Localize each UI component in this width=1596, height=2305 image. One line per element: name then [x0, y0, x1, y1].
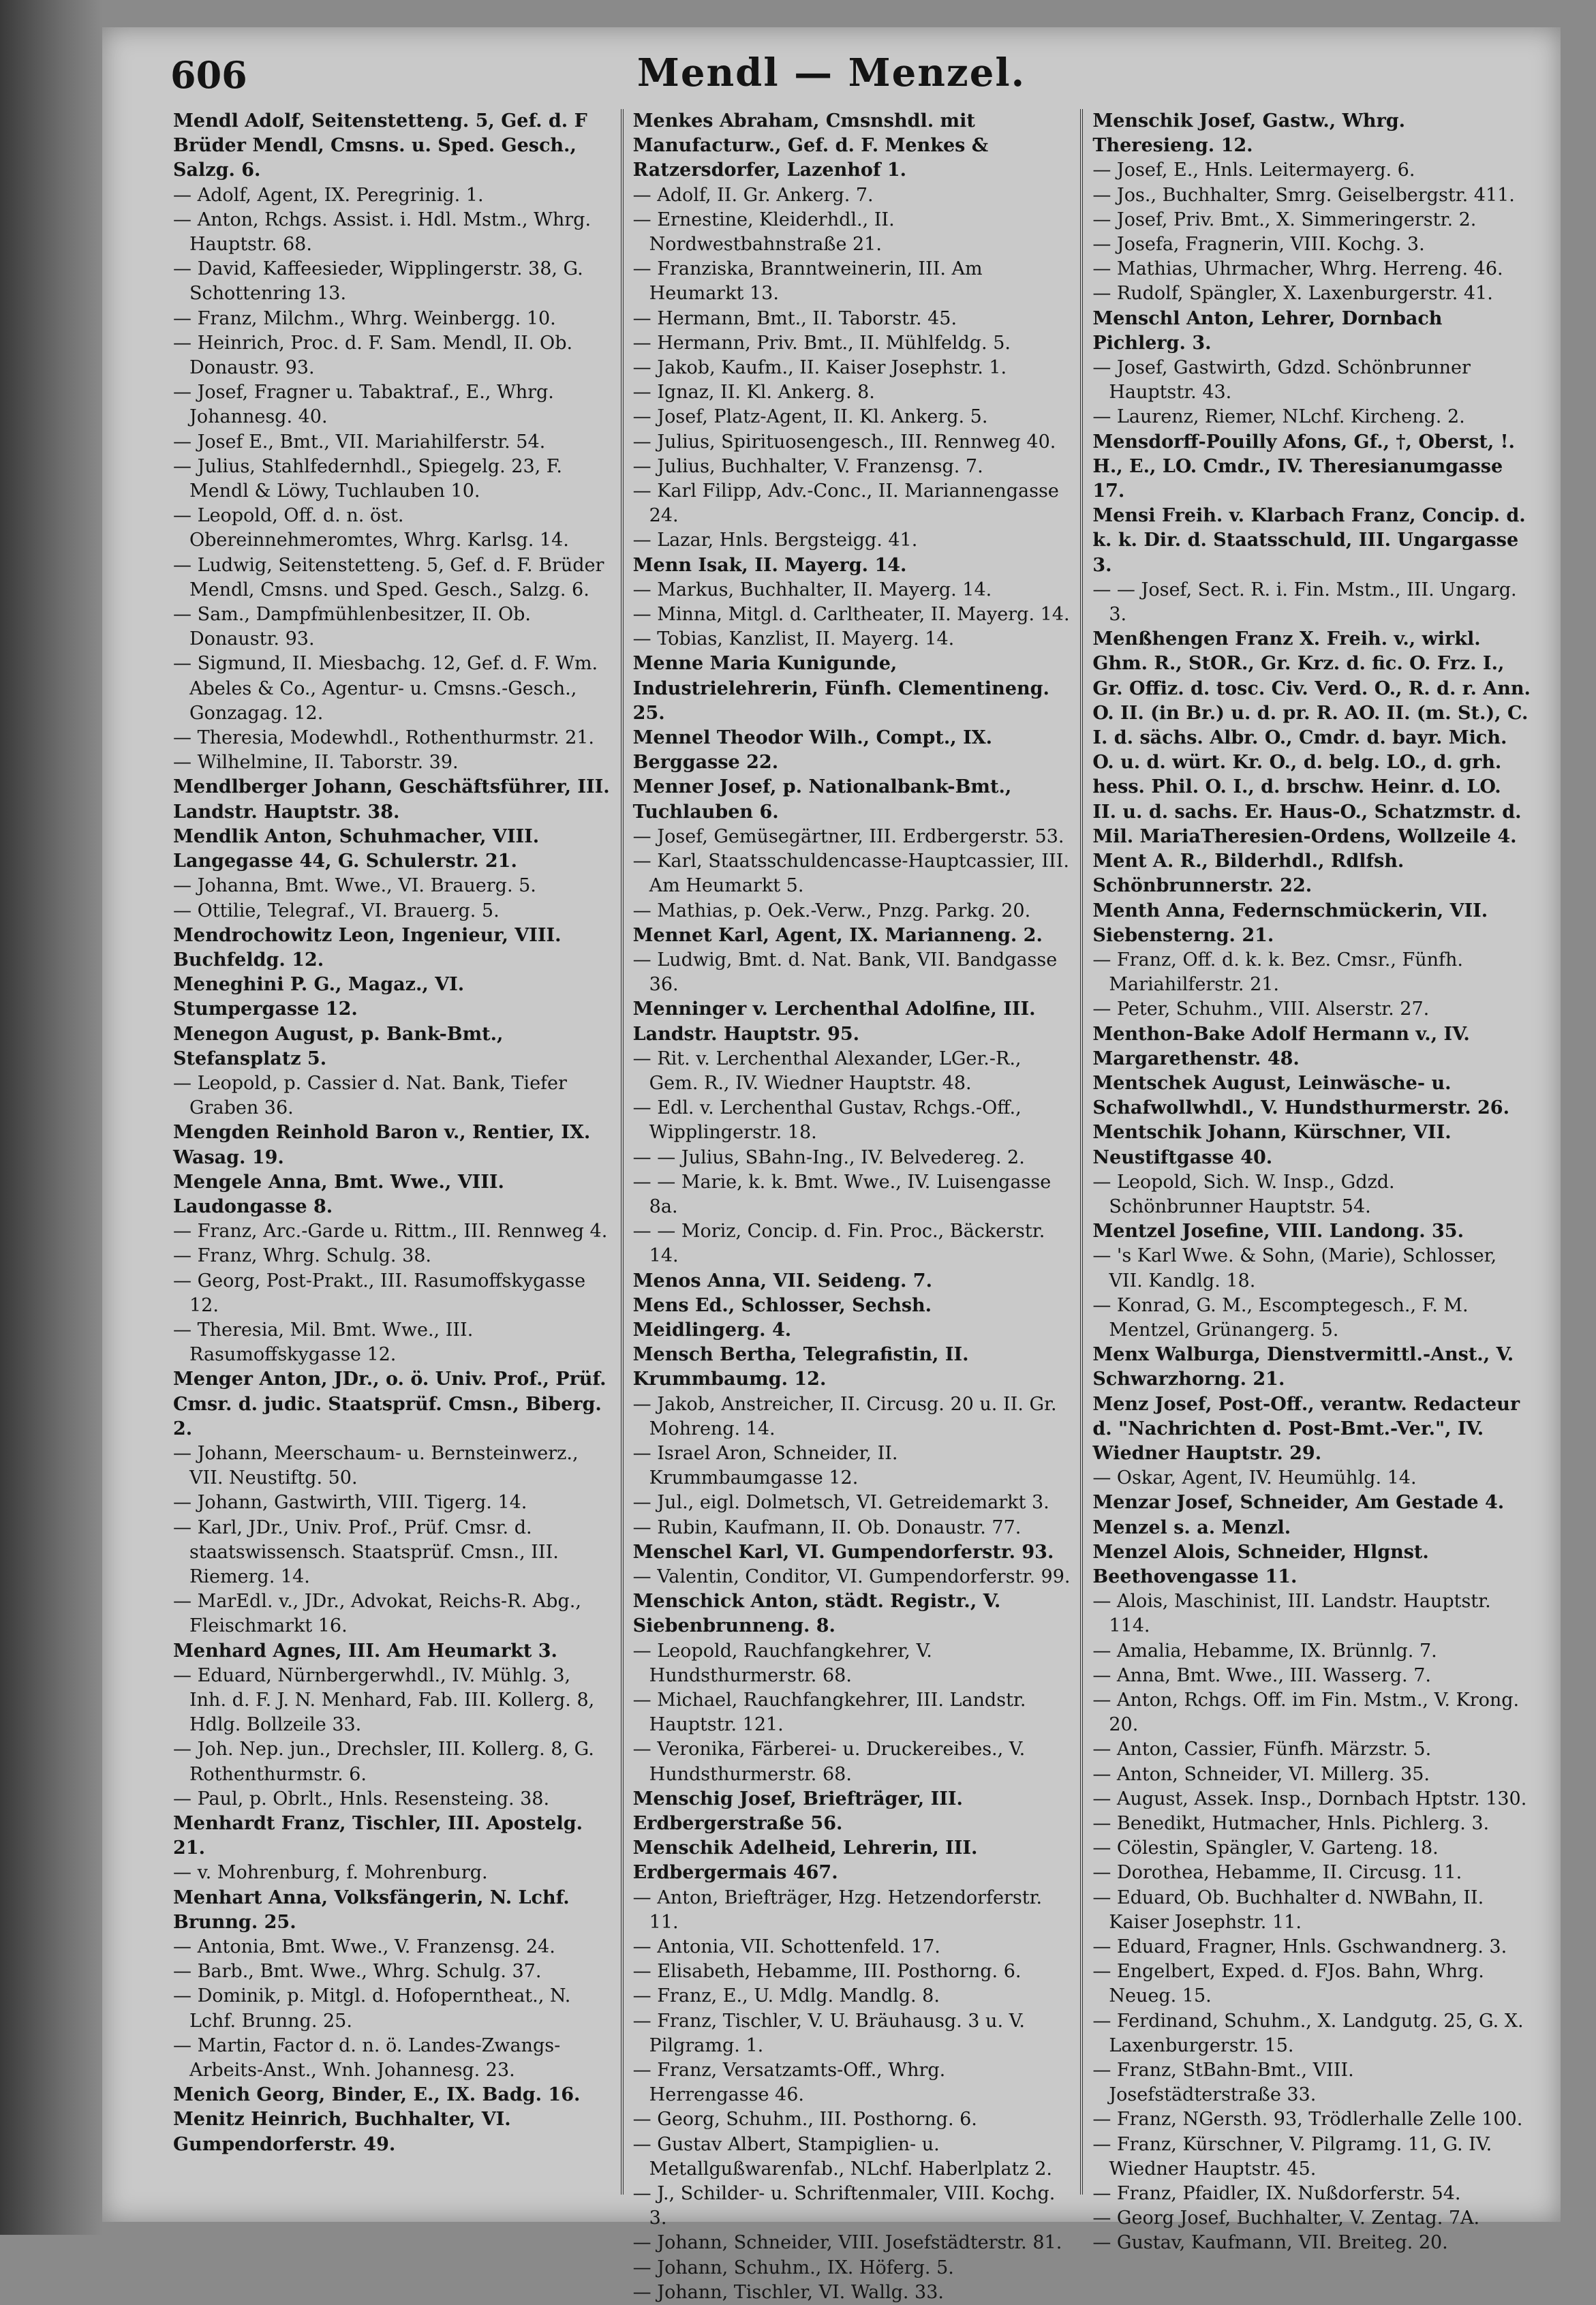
directory-entry: Menne Maria Kunigunde, Industrielehrerin, Fünfh. Clementineng. 25. — [632, 653, 1049, 724]
directory-entry: — Franz, Milchm., Whrg. Weinbergg. 10. — [173, 307, 556, 329]
directory-entry: Mentzel Josefine, VIII. Landong. 35. — [1092, 1221, 1464, 1242]
directory-entry: Menger Anton, JDr., o. ö. Univ. Prof., Prüf. Cmsr. d. judic. Staatsprüf. Cmsn., Biberg. 2. — [173, 1369, 607, 1439]
directory-entry: Menos Anna, VII. Seideng. 7. — [632, 1270, 932, 1292]
directory-entry: — Johann, Gastwirth, VIII. Tigerg. 14. — [173, 1492, 527, 1514]
directory-entry: Menitz Heinrich, Buchhalter, VI. Gumpendorferstr. 49. — [173, 2109, 511, 2155]
directory-entry: — J., Schilder- u. Schriftenmaler, VIII. Kochg. 3. — [632, 2183, 1056, 2229]
directory-entry: — Anton, Rchgs. Off. im Fin. Mstm., V. Krong. 20. — [1092, 1690, 1520, 1736]
directory-entry: — Franziska, Branntweinerin, III. Am Heumarkt 13. — [632, 258, 983, 305]
directory-entry: Menn Isak, II. Mayerg. 14. — [632, 554, 907, 576]
directory-entry: — Israel Aron, Schneider, II. Krummbaumgasse 12. — [632, 1442, 898, 1489]
directory-entry: Mentschik Johann, Kürschner, VII. Neustiftgasse 40. — [1092, 1122, 1452, 1168]
directory-entry: Mensdorff-Pouilly Afons, Gf., †, Oberst, !. H., E., LO. Cmdr., IV. Theresianumgasse 17. — [1092, 431, 1515, 502]
directory-entry: Menzar Josef, Schneider, Am Gestade 4. — [1092, 1492, 1505, 1514]
page-header — [102, 41, 1561, 116]
directory-entry: Menthon-Bake Adolf Hermann v., IV. Margarethenstr. 48. — [1092, 1023, 1470, 1069]
directory-entry: — Peter, Schuhm., VIII. Alserstr. 27. — [1092, 998, 1430, 1020]
directory-entry: Mensi Freih. v. Klarbach Franz, Concip. d. k. k. Dir. d. Staatsschuld, III. Ungargasse 3. — [1092, 505, 1526, 576]
directory-entry: Mengden Reinhold Baron v., Rentier, IX. Wasag. 19. — [173, 1122, 591, 1168]
directory-entry: — Josef E., Bmt., VII. Mariahilferstr. 54. — [173, 431, 546, 453]
directory-entry: — MarEdl. v., JDr., Advokat, Reichs-R. Abg., Fleischmarkt 16. — [173, 1591, 581, 1637]
directory-entry: — Joh. Nep. jun., Drechsler, III. Kollerg. 8, G. Rothenthurmstr. 6. — [173, 1739, 594, 1785]
directory-entry: — Wilhelmine, II. Taborstr. 39. — [173, 752, 459, 774]
directory-entry: — Julius, Stahlfedernhdl., Spiegelg. 23, F. Mendl & Löwy, Tuchlauben 10. — [173, 455, 562, 502]
directory-entry: — David, Kaffeesieder, Wipplingerstr. 38, G. Schottenring 13. — [173, 258, 583, 305]
directory-entry: — Franz, Versatzamts-Off., Whrg. Herrengasse 46. — [632, 2060, 946, 2106]
directory-entry: — — Moriz, Concip. d. Fin. Proc., Bäckerstr. 14. — [632, 1221, 1045, 1267]
directory-entry: — Mathias, p. Oek.-Verw., Pnzg. Parkg. 20. — [632, 900, 1031, 921]
directory-entry: — Dominik, p. Mitgl. d. Hofoperntheat., N. Lchf. Brunng. 25. — [173, 1985, 571, 2032]
directory-entry: — Josef, Fragner u. Tabaktraf., E., Whrg. Johannesg. 40. — [173, 382, 554, 428]
directory-entry: Mendlberger Johann, Geschäftsführer, III. Landstr. Hauptstr. 38. — [173, 776, 610, 823]
directory-entry: — Franz, E., U. Mdlg. Mandlg. 8. — [632, 1985, 940, 2007]
directory-entry: — Ignaz, II. Kl. Ankerg. 8. — [632, 382, 875, 403]
directory-entry: — Josef, Platz-Agent, II. Kl. Ankerg. 5. — [632, 406, 988, 428]
directory-entry: Menich Georg, Binder, E., IX. Badg. 16. — [173, 2084, 581, 2106]
directory-entry: — Ernestine, Kleiderhdl., II. Nordwestbahnstraße 21. — [632, 209, 895, 256]
directory-entry: — Ludwig, Seitenstetteng. 5, Gef. d. F. Brüder Mendl, Cmsns. und Sped. Gesch., Salzg. 6. — [173, 554, 604, 600]
column-right — [1083, 109, 1540, 2254]
column-left — [164, 109, 624, 2195]
directory-columns — [164, 109, 1540, 2303]
directory-entry: — Eduard, Ob. Buchhalter d. NWBahn, II. Kaiser Josephstr. 11. — [1092, 1887, 1484, 1933]
directory-entry: — Engelbert, Exped. d. FJos. Bahn, Whrg. Neueg. 15. — [1092, 1961, 1484, 2007]
directory-entry: — Edl. v. Lerchenthal Gustav, Rchgs.-Off., Wipplingerstr. 18. — [632, 1097, 1022, 1144]
directory-entry: Menschl Anton, Lehrer, Dornbach Pichlerg. 3. — [1092, 307, 1443, 354]
directory-entry: — Markus, Buchhalter, II. Mayerg. 14. — [632, 579, 992, 600]
directory-entry: — Anton, Cassier, Fünfh. Märzstr. 5. — [1092, 1739, 1432, 1760]
directory-entry: — Georg Josef, Buchhalter, V. Zentag. 7A. — [1092, 2208, 1480, 2229]
directory-entry: Mengele Anna, Bmt. Wwe., VIII. Laudongasse 8. — [173, 1171, 504, 1217]
directory-entry: — — Marie, k. k. Bmt. Wwe., IV. Luisengasse 8a. — [632, 1171, 1052, 1217]
directory-entry: Mens Ed., Schlosser, Sechsh. Meidlingerg. 4. — [632, 1294, 932, 1341]
directory-entry: — Elisabeth, Hebamme, III. Posthorng. 6. — [632, 1961, 1022, 1983]
directory-entry: — Josef, Gastwirth, Gdzd. Schönbrunner Hauptstr. 43. — [1092, 357, 1471, 403]
directory-entry: — Alois, Maschinist, III. Landstr. Hauptstr. 114. — [1092, 1591, 1491, 1637]
book-spine-shadow — [0, 0, 102, 2235]
directory-entry: Menx Walburga, Dienstvermittl.-Anst., V. Schwarzhorng. 21. — [1092, 1344, 1514, 1390]
directory-entry: Menner Josef, p. Nationalbank-Bmt., Tuchlauben 6. — [632, 776, 1012, 823]
directory-entry: — Leopold, Off. d. n. öst. Obereinnehmeromtes, Whrg. Karlsg. 14. — [173, 505, 569, 551]
directory-entry: — Franz, Whrg. Schulg. 38. — [173, 1245, 432, 1267]
directory-entry: — Antonia, VII. Schottenfeld. 17. — [632, 1936, 940, 1958]
directory-entry: Mennel Theodor Wilh., Compt., IX. Berggasse 22. — [632, 727, 993, 774]
directory-entry: — Antonia, Bmt. Wwe., V. Franzensg. 24. — [173, 1936, 555, 1958]
directory-entry: — Johann, Schneider, VIII. Josefstädterstr. 81. — [632, 2232, 1062, 2254]
directory-entry: — Heinrich, Proc. d. F. Sam. Mendl, II. Ob. Donaustr. 93. — [173, 332, 573, 379]
directory-entry: Menschik Adelheid, Lehrerin, III. Erdbergermais 467. — [632, 1837, 978, 1884]
directory-entry: — Josef, Priv. Bmt., X. Simmeringerstr. 2. — [1092, 209, 1477, 230]
directory-entry: — Anton, Schneider, VI. Millerg. 35. — [1092, 1763, 1430, 1785]
directory-entry: — Oskar, Agent, IV. Heumühlg. 14. — [1092, 1467, 1417, 1489]
directory-entry: Mentschek August, Leinwäsche- u. Schafwollwhdl., V. Hundsthurmerstr. 26. — [1092, 1072, 1509, 1119]
directory-entry: — Leopold, p. Cassier d. Nat. Bank, Tiefer Graben 36. — [173, 1072, 567, 1119]
directory-entry: — Hermann, Priv. Bmt., II. Mühlfeldg. 5. — [632, 332, 1011, 354]
directory-entry: — Jakob, Anstreicher, II. Circusg. 20 u. II. Gr. Mohreng. 14. — [632, 1393, 1057, 1439]
directory-entry: — Eduard, Fragner, Hnls. Gschwandnerg. 3. — [1092, 1936, 1507, 1958]
directory-entry: Menkes Abraham, Cmsnshdl. mit Manufacturw., Gef. d. F. Menkes & Ratzersdorfer, Lazenhof 1. — [632, 110, 989, 181]
directory-entry: — Gustav Albert, Stampiglien- u. Metallgußwarenfab., NLchf. Haberlplatz 2. — [632, 2133, 1052, 2180]
directory-entry: Menhardt Franz, Tischler, III. Apostelg. 21. — [173, 1813, 583, 1859]
page-number: 606 — [170, 53, 247, 97]
directory-entry: Mennet Karl, Agent, IX. Marianneng. 2. — [632, 924, 1043, 946]
directory-entry: — Franz, Kürschner, V. Pilgramg. 11, G. IV. Wiedner Hauptstr. 45. — [1092, 2133, 1492, 2180]
directory-entry: — August, Assek. Insp., Dornbach Hptstr. 130. — [1092, 1788, 1527, 1810]
directory-entry: Menz Josef, Post-Off., verantw. Redacteur d. "Nachrichten d. Post-Bmt.-Ver.", IV. Wiedner Hauptstr. 29. — [1092, 1393, 1520, 1464]
directory-entry: — Theresia, Mil. Bmt. Wwe., III. Rasumoffskygasse 12. — [173, 1319, 474, 1366]
directory-entry: — Franz, Off. d. k. k. Bez. Cmsr., Fünfh. Mariahilferstr. 21. — [1092, 949, 1463, 996]
directory-entry: — — Julius, SBahn-Ing., IV. Belvedereg. 2. — [632, 1146, 1025, 1168]
directory-entry: — Franz, NGersth. 93, Trödlerhalle Zelle 100. — [1092, 2109, 1523, 2131]
directory-entry: Mendlik Anton, Schuhmacher, VIII. Langegasse 44, G. Schulerstr. 21. — [173, 825, 540, 872]
directory-entry: — Johann, Schuhm., IX. Höferg. 5. — [632, 2257, 954, 2278]
directory-entry: — Lazar, Hnls. Bergsteigg. 41. — [632, 530, 918, 551]
directory-entry: Menschik Josef, Gastw., Whrg. Theresieng. 12. — [1092, 110, 1406, 157]
directory-entry: — Hermann, Bmt., II. Taborstr. 45. — [632, 307, 957, 329]
directory-entry: — Theresia, Modewhdl., Rothenthurmstr. 21. — [173, 727, 595, 749]
directory-entry: — Georg, Schuhm., III. Posthorng. 6. — [632, 2109, 977, 2131]
directory-entry: — Jos., Buchhalter, Smrg. Geiselbergstr. 411. — [1092, 184, 1515, 206]
directory-entry: — Josef, Gemüsegärtner, III. Erdbergerstr. 53. — [632, 825, 1064, 847]
running-head: Mendl — Menzel. — [636, 50, 1026, 95]
directory-entry: — Veronika, Färberei- u. Druckereibes., V. Hundsthurmerstr. 68. — [632, 1739, 1026, 1785]
directory-entry: Menßhengen Franz X. Freih. v., wirkl. Ghm. R., StOR., Gr. Krz. d. fic. O. Frz. I., Gr. Offiz. d. tosc. Civ. Verd. O., R. d. r. Ann. O. II. (in Br.) u. d. pr. R. AO. II. (m. St.), C. I. d. sächs. Albr. O., Cmdr. d. bayr. Mich. O. u. d. würt. Kr. O., d. belg. LO., d. grh. hess. Phil. O. I., d. brschw. Heinr. d. LO. II. u. d. sachs. Er. Haus-O., Schatzmstr. d. Mil. MariaTheresien-Ordens, Wollzeile 4. — [1092, 628, 1531, 847]
directory-entry: Menschick Anton, städt. Registr., V. Siebenbrunneng. 8. — [632, 1591, 1001, 1637]
directory-entry: Mensch Bertha, Telegrafistin, II. Krummbaumg. 12. — [632, 1344, 969, 1390]
directory-entry: — Franz, StBahn-Bmt., VIII. Josefstädterstraße 33. — [1092, 2060, 1354, 2106]
directory-entry: Menschel Karl, VI. Gumpendorferstr. 93. — [632, 1541, 1054, 1563]
directory-entry: — Sigmund, II. Miesbachg. 12, Gef. d. F. Wm. Abeles & Co., Agentur- u. Cmsns.-Gesch., Gonzagag. 12. — [173, 653, 598, 724]
directory-entry: — Valentin, Conditor, VI. Gumpendorferstr. 99. — [632, 1566, 1071, 1587]
directory-entry: — Josefa, Fragnerin, VIII. Kochg. 3. — [1092, 234, 1425, 256]
directory-entry: — Julius, Spirituosengesch., III. Rennweg 40. — [632, 431, 1056, 453]
directory-entry: Menhart Anna, Volksfängerin, N. Lchf. Brunng. 25. — [173, 1887, 570, 1933]
directory-entry: — Rubin, Kaufmann, II. Ob. Donaustr. 77. — [632, 1516, 1022, 1538]
directory-entry: — Sam., Dampfmühlenbesitzer, II. Ob. Donaustr. 93. — [173, 604, 531, 650]
directory-entry: — Cölestin, Spängler, V. Garteng. 18. — [1092, 1837, 1439, 1859]
directory-entry: — Josef, E., Hnls. Leitermayerg. 6. — [1092, 159, 1415, 181]
directory-entry: — Eduard, Nürnbergerwhdl., IV. Mühlg. 3, Inh. d. F. J. N. Menhard, Fab. III. Kollerg. 8, Hdlg. Bollzeile 33. — [173, 1664, 595, 1736]
directory-entry: — Minna, Mitgl. d. Carltheater, II. Mayerg. 14. — [632, 604, 1070, 626]
directory-entry: — Benedikt, Hutmacher, Hnls. Pichlerg. 3. — [1092, 1813, 1490, 1835]
directory-entry: Menschig Josef, Briefträger, III. Erdbergerstraße 56. — [632, 1788, 963, 1835]
directory-entry: Meneghini P. G., Magaz., VI. Stumpergasse 12. — [173, 974, 465, 1020]
directory-entry: — — Josef, Sect. R. i. Fin. Mstm., III. Ungarg. 3. — [1092, 579, 1517, 626]
directory-entry: — Johanna, Bmt. Wwe., VI. Brauerg. 5. — [173, 875, 536, 897]
directory-entry: Menhard Agnes, III. Am Heumarkt 3. — [173, 1640, 557, 1662]
directory-entry: — Anton, Briefträger, Hzg. Hetzendorferstr. 11. — [632, 1887, 1043, 1933]
directory-entry: — Karl, JDr., Univ. Prof., Prüf. Cmsr. d. staatswissensch. Staatsprüf. Cmsn., III. Riemerg. 14. — [173, 1516, 559, 1587]
directory-entry: — Amalia, Hebamme, IX. Brünnlg. 7. — [1092, 1640, 1437, 1662]
directory-entry: — Rudolf, Spängler, X. Laxenburgerstr. 41. — [1092, 283, 1493, 305]
directory-entry: — v. Mohrenburg, f. Mohrenburg. — [173, 1862, 488, 1884]
directory-entry: Mendl Adolf, Seitenstetteng. 5, Gef. d. F Brüder Mendl, Cmsns. u. Sped. Gesch., Salzg. 6. — [173, 110, 587, 181]
directory-entry: — Johann, Tischler, VI. Wallg. 33. — [632, 2281, 944, 2303]
column-middle — [624, 109, 1084, 2303]
directory-entry: — Georg, Post-Prakt., III. Rasumoffskygasse 12. — [173, 1270, 586, 1316]
directory-entry: — Ferdinand, Schuhm., X. Landgutg. 25, G. X. Laxenburgerstr. 15. — [1092, 2010, 1524, 2056]
directory-entry: — Jul., eigl. Dolmetsch, VI. Getreidemarkt 3. — [632, 1492, 1049, 1514]
directory-entry: Menth Anna, Federnschmückerin, VII. Siebensterng. 21. — [1092, 900, 1488, 946]
directory-entry: — 's Karl Wwe. & Sohn, (Marie), Schlosser, VII. Kandlg. 18. — [1092, 1245, 1497, 1292]
directory-entry: — Jakob, Kaufm., II. Kaiser Josephstr. 1. — [632, 357, 1007, 379]
directory-entry: — Johann, Meerschaum- u. Bernsteinwerz., VII. Neustiftg. 50. — [173, 1442, 579, 1489]
directory-entry: — Leopold, Rauchfangkehrer, V. Hundsthurmerstr. 68. — [632, 1640, 932, 1686]
directory-entry: — Konrad, G. M., Escomptegesch., F. M. Mentzel, Grünangerg. 5. — [1092, 1294, 1469, 1341]
directory-entry: — Anna, Bmt. Wwe., III. Wasserg. 7. — [1092, 1664, 1431, 1686]
directory-entry: — Anton, Rchgs. Assist. i. Hdl. Mstm., Whrg. Hauptstr. 68. — [173, 209, 592, 256]
directory-entry: — Rit. v. Lerchenthal Alexander, LGer.-R., Gem. R., IV. Wiedner Hauptstr. 48. — [632, 1048, 1022, 1094]
directory-entry: — Julius, Buchhalter, V. Franzensg. 7. — [632, 455, 983, 477]
directory-entry: — Karl, Staatsschuldencasse-Hauptcassier, III. Am Heumarkt 5. — [632, 851, 1069, 897]
directory-entry: — Martin, Factor d. n. ö. Landes-Zwangs-Arbeits-Anst., Wnh. Johannesg. 23. — [173, 2034, 561, 2081]
directory-entry: Menzel Alois, Schneider, Hlgnst. Beethovengasse 11. — [1092, 1541, 1429, 1587]
directory-entry: — Paul, p. Obrlt., Hnls. Resensteing. 38. — [173, 1788, 550, 1810]
directory-entry: — Ottilie, Telegraf., VI. Brauerg. 5. — [173, 900, 500, 921]
directory-entry: — Mathias, Uhrmacher, Whrg. Herreng. 46. — [1092, 258, 1503, 280]
directory-entry: Mendrochowitz Leon, Ingenieur, VIII. Buchfeldg. 12. — [173, 924, 562, 971]
directory-entry: — Tobias, Kanzlist, II. Mayerg. 14. — [632, 628, 955, 650]
directory-entry: Ment A. R., Bilderhdl., Rdlfsh. Schönbrunnerstr. 22. — [1092, 851, 1405, 897]
directory-entry: — Gustav, Kaufmann, VII. Breiteg. 20. — [1092, 2232, 1448, 2254]
directory-entry: — Ludwig, Bmt. d. Nat. Bank, VII. Bandgasse 36. — [632, 949, 1058, 996]
directory-entry: — Franz, Pfaidler, IX. Nußdorferstr. 54. — [1092, 2183, 1461, 2205]
directory-entry: — Michael, Rauchfangkehrer, III. Landstr. Hauptstr. 121. — [632, 1690, 1026, 1736]
directory-entry: Menegon August, p. Bank-Bmt., Stefansplatz 5. — [173, 1023, 504, 1069]
directory-entry: — Adolf, II. Gr. Ankerg. 7. — [632, 184, 874, 206]
directory-entry: — Franz, Tischler, V. U. Bräuhausg. 3 u. V. Pilgramg. 1. — [632, 2010, 1025, 2056]
directory-entry: Menninger v. Lerchenthal Adolfine, III. Landstr. Hauptstr. 95. — [632, 998, 1036, 1045]
directory-page — [102, 27, 1561, 2303]
directory-entry: — Leopold, Sich. W. Insp., Gdzd. Schönbrunner Hauptstr. 54. — [1092, 1171, 1395, 1217]
directory-entry: Menzel s. a. Menzl. — [1092, 1516, 1291, 1538]
directory-entry: — Barb., Bmt. Wwe., Whrg. Schulg. 37. — [173, 1961, 542, 1983]
directory-entry: — Adolf, Agent, IX. Peregrinig. 1. — [173, 184, 484, 206]
directory-entry: — Laurenz, Riemer, NLchf. Kircheng. 2. — [1092, 406, 1465, 428]
directory-entry: — Franz, Arc.-Garde u. Rittm., III. Rennweg 4. — [173, 1221, 608, 1242]
directory-entry: — Karl Filipp, Adv.-Conc., II. Mariannengasse 24. — [632, 480, 1059, 527]
directory-entry: — Dorothea, Hebamme, II. Circusg. 11. — [1092, 1862, 1462, 1884]
